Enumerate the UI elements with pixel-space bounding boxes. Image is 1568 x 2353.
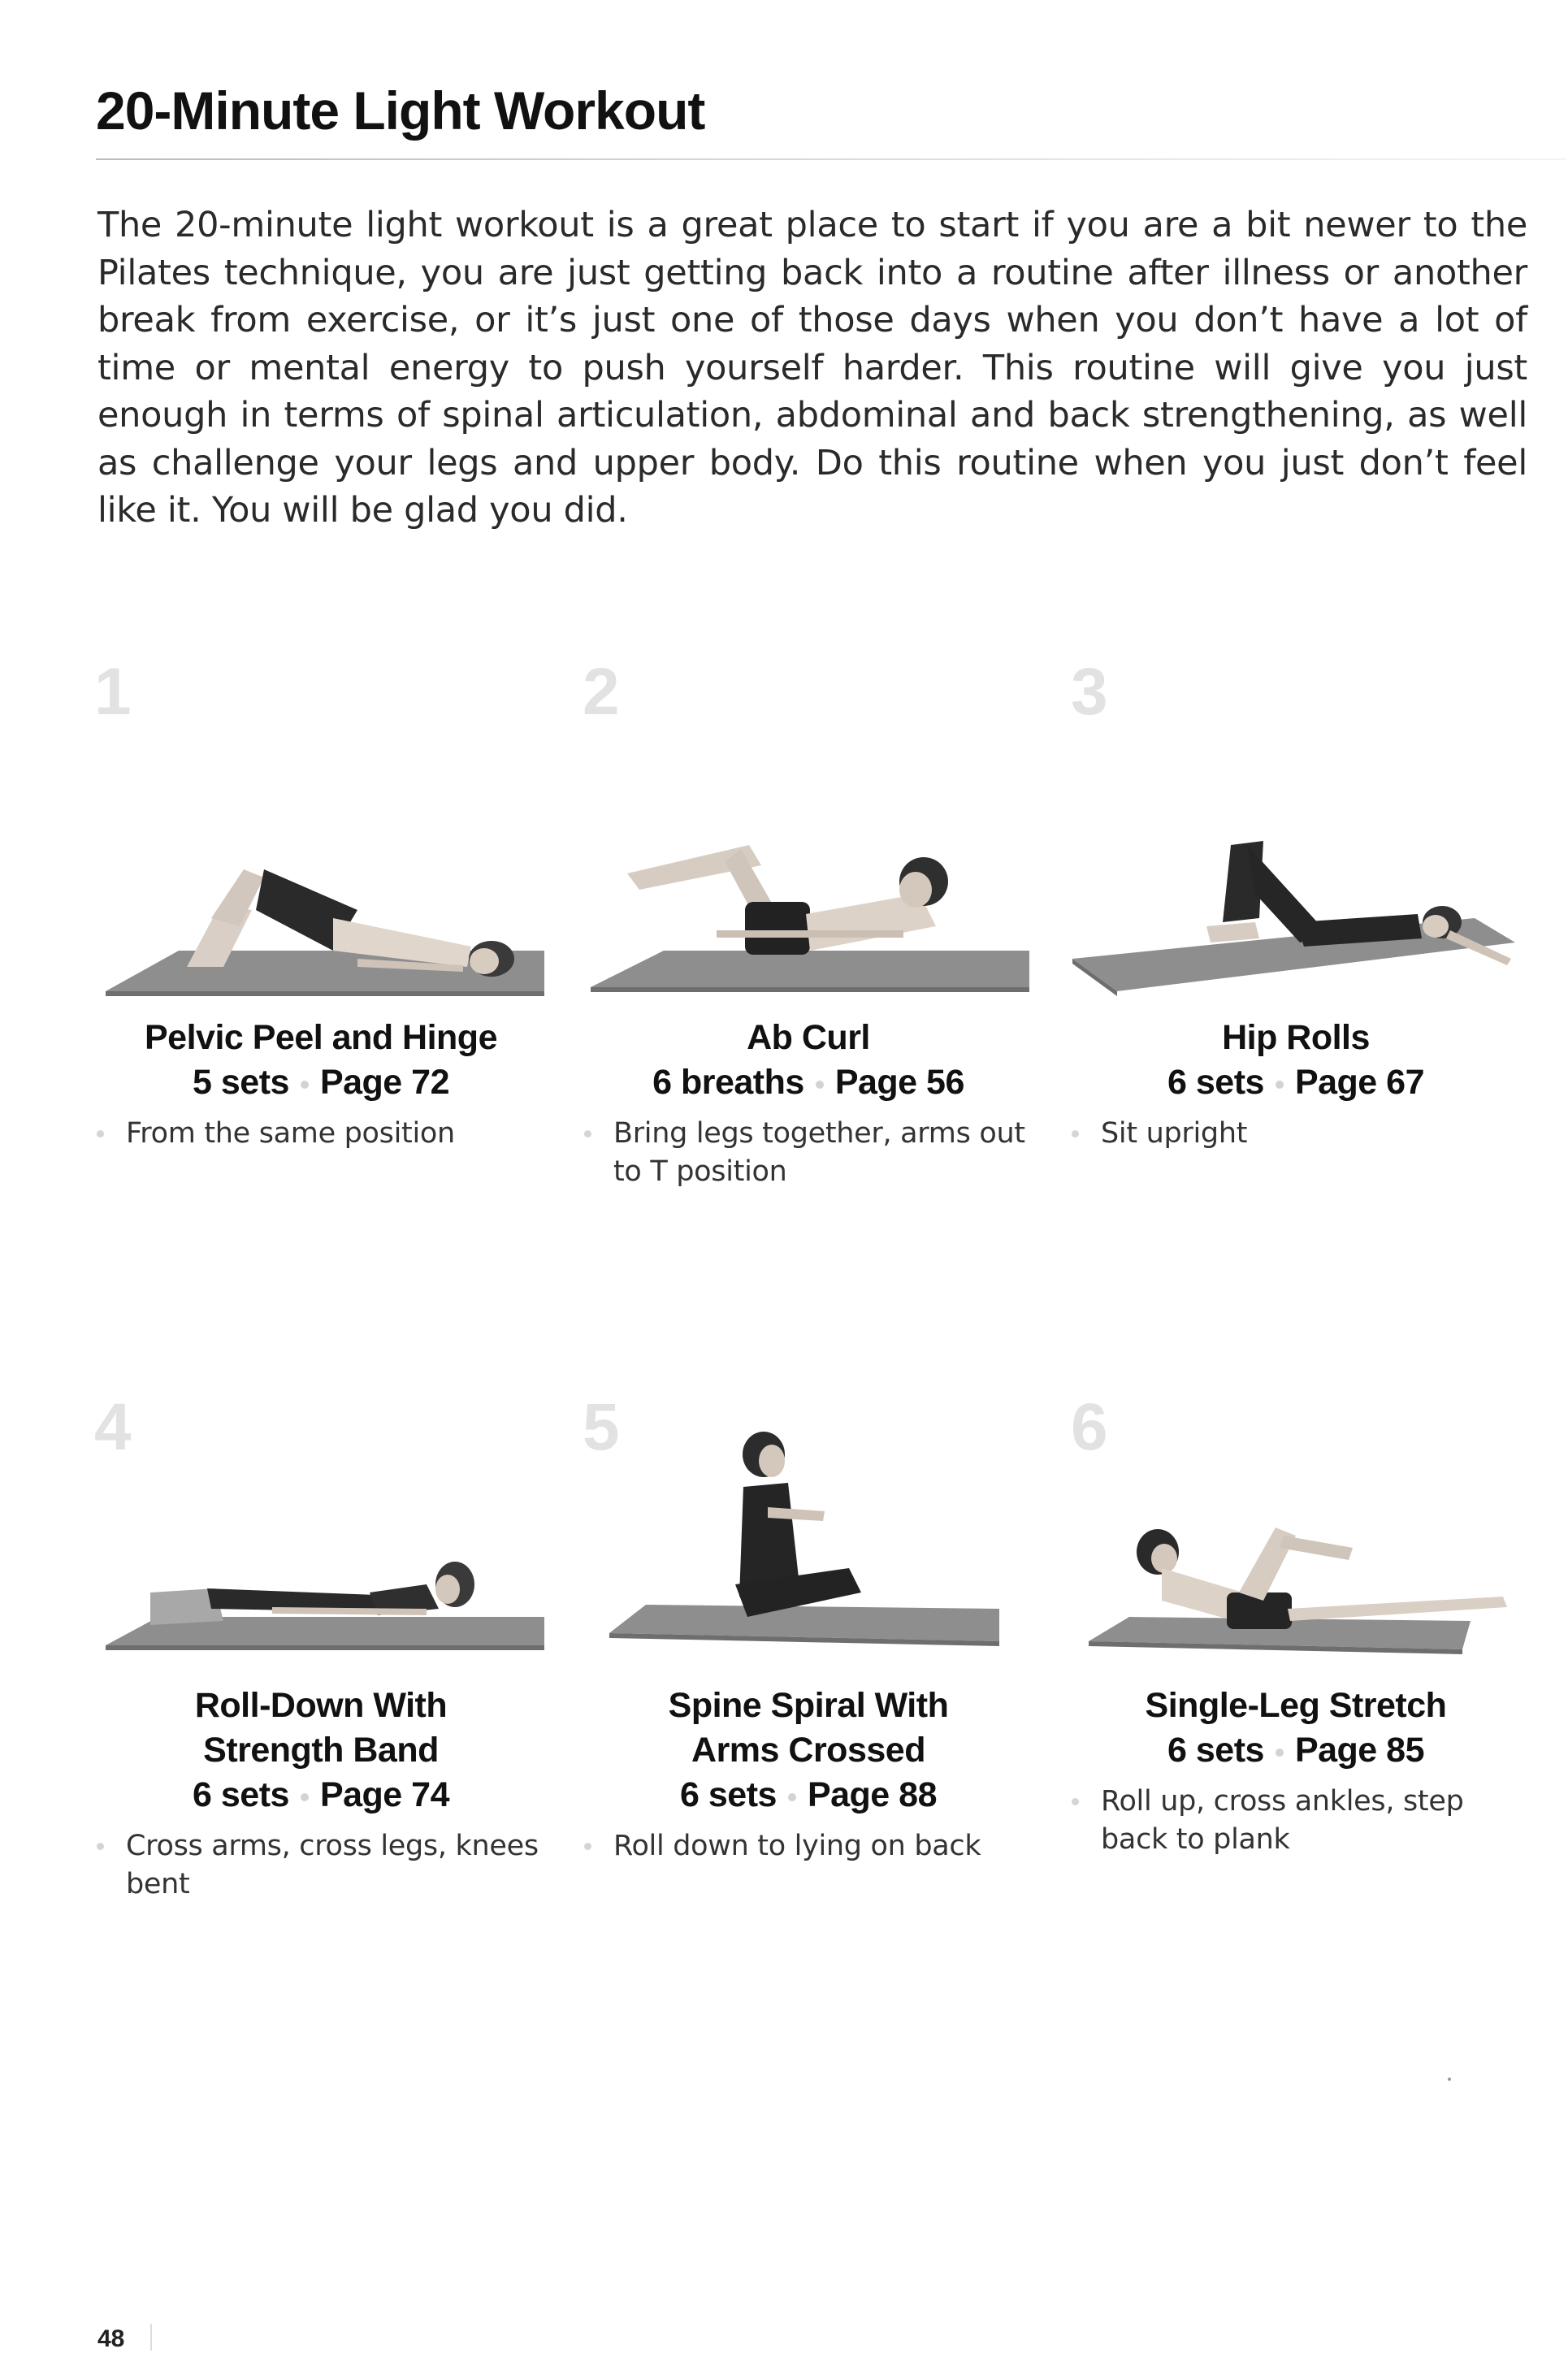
exercise-amount: 6 sets — [193, 1775, 289, 1814]
exercise-meta — [1068, 1728, 1523, 1773]
separator-dot — [301, 1793, 309, 1801]
transition-note — [581, 1115, 1036, 1191]
exercise-page-ref: Page 56 — [834, 1063, 964, 1102]
exercise-meta — [93, 1060, 548, 1105]
title-divider — [96, 158, 1566, 160]
intro-paragraph: The 20-minute light workout is a great place to start if you are a bit newer to the Pilates technique, you are just getting back into a routine after illness or another break from exercise, or it’s just one of those days when you don’t have a lot of time or mental energy to push yourself harder. This routine will give you just enough in terms of spinal articulation, abdominal and back strengthening, as well as challenge your legs and upper body. Do this routine when you just don’t feel like it. You will be glad you did. — [97, 205, 1527, 531]
exercise-page-ref: Page 72 — [319, 1063, 449, 1102]
transition-note-text: From the same position — [126, 1117, 455, 1150]
page-title: 20-Minute Light Workout — [96, 80, 705, 141]
separator-dot — [816, 1081, 824, 1089]
exercise-meta — [581, 1773, 1036, 1818]
exercise-page-ref: Page 85 — [1294, 1731, 1424, 1770]
bullet-icon — [584, 1130, 591, 1138]
exercise-card-1 — [93, 1016, 548, 1153]
exercise-card-3 — [1068, 1016, 1523, 1153]
exercise-page-ref: Page 74 — [319, 1775, 449, 1814]
transition-note — [1068, 1783, 1523, 1859]
exercise-name: Single-Leg Stretch — [1145, 1686, 1447, 1725]
transition-note — [581, 1827, 1036, 1866]
exercise-card-5 — [581, 1684, 1036, 1866]
exercise-amount: 6 breaths — [652, 1063, 804, 1102]
separator-dot — [301, 1081, 309, 1089]
step-number-3: 3 — [1071, 655, 1108, 729]
step-number-5: 5 — [583, 1390, 620, 1464]
exercise-amount: 6 sets — [1167, 1731, 1264, 1770]
transition-note-text: Sit upright — [1101, 1117, 1248, 1150]
exercise-name: Roll-Down With Strength Band — [194, 1686, 448, 1770]
transition-note — [93, 1827, 548, 1904]
exercise-name: Spine Spiral With Arms Crossed — [668, 1686, 949, 1770]
spine-spiral-photo — [605, 1430, 1003, 1658]
transition-note — [93, 1115, 548, 1153]
roll-down-photo — [102, 1528, 548, 1658]
exercise-page-ref: Page 67 — [1294, 1063, 1424, 1102]
exercise-name: Pelvic Peel and Hinge — [144, 1018, 497, 1057]
page-number: 48 — [97, 2325, 125, 2352]
step-number-4: 4 — [94, 1390, 132, 1464]
print-speck — [1448, 2078, 1451, 2081]
ab-curl-photo — [578, 837, 1033, 1008]
transition-note-text: Roll up, cross ankles, step back to plank — [1101, 1785, 1464, 1856]
separator-dot — [1276, 1081, 1284, 1089]
exercise-page-ref: Page 88 — [807, 1775, 937, 1814]
step-number-2: 2 — [583, 655, 620, 729]
transition-note-text: Cross arms, cross legs, knees bent — [126, 1830, 539, 1900]
exercise-amount: 5 sets — [193, 1063, 289, 1102]
separator-dot — [788, 1793, 796, 1801]
exercise-card-4 — [93, 1684, 548, 1904]
exercise-card-6 — [1068, 1684, 1523, 1859]
exercise-amount: 6 sets — [680, 1775, 777, 1814]
hip-rolls-photo — [1068, 829, 1523, 1008]
single-leg-stretch-photo — [1081, 1511, 1536, 1662]
exercise-meta — [581, 1060, 1036, 1105]
transition-note-text: Bring legs together, arms out to T position — [613, 1117, 1025, 1188]
page-number-divider — [150, 2324, 152, 2351]
bullet-icon — [584, 1843, 591, 1850]
exercise-amount: 6 sets — [1167, 1063, 1264, 1102]
exercise-name: Hip Rolls — [1222, 1018, 1370, 1057]
exercise-meta — [93, 1773, 548, 1818]
transition-note-text: Roll down to lying on back — [613, 1830, 981, 1862]
bullet-icon — [97, 1843, 104, 1850]
bullet-icon — [97, 1130, 104, 1138]
separator-dot — [1276, 1748, 1284, 1757]
step-number-6: 6 — [1071, 1390, 1108, 1464]
bullet-icon — [1072, 1130, 1079, 1138]
step-number-1: 1 — [94, 655, 132, 729]
exercise-meta — [1068, 1060, 1523, 1105]
bullet-icon — [1072, 1798, 1079, 1805]
pelvic-peel-photo — [89, 829, 552, 1008]
transition-note — [1068, 1115, 1523, 1153]
exercise-name: Ab Curl — [747, 1018, 870, 1057]
exercise-card-2 — [581, 1016, 1036, 1191]
